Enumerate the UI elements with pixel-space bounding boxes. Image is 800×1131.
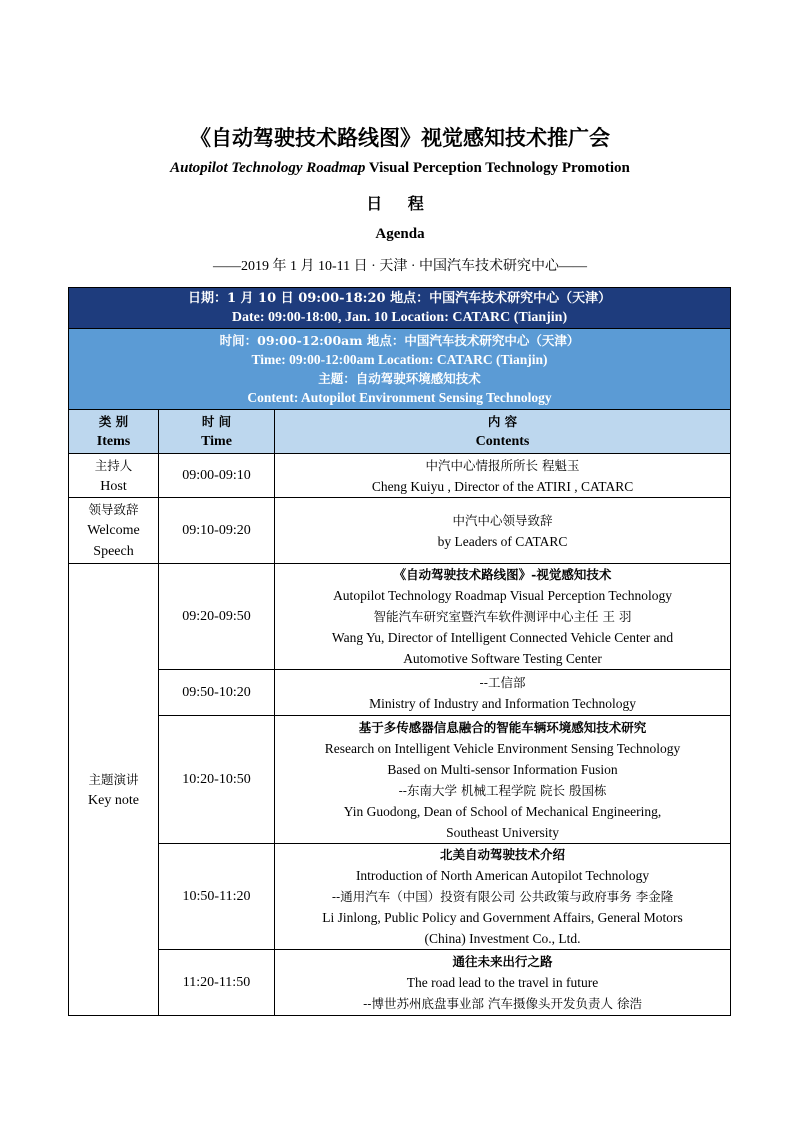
table-row-keynote-4 (69, 844, 731, 950)
content-line: Ministry of Industry and Information Technology (369, 695, 636, 711)
content-line: 《自动驾驶技术路线图》-视觉感知技术 (393, 567, 612, 582)
category-keynote-english: Key note (88, 792, 139, 808)
column-contents-chinese: 内 容 (487, 413, 518, 429)
column-items-chinese: 类 别 (98, 413, 129, 429)
time-keynote-5: 11:20-11:50 (159, 950, 275, 1016)
column-time (159, 410, 275, 454)
contents-keynote-4 (275, 844, 731, 950)
category-welcome (69, 498, 159, 564)
time-keynote-3: 10:20-10:50 (159, 716, 275, 844)
category-keynote-chinese: 主题演讲 (88, 771, 139, 787)
content-line: --通用汽车（中国）投资有限公司 公共政策与政府事务 李金隆 (331, 889, 674, 904)
content-line: Based on Multi-sensor Information Fusion (387, 761, 618, 777)
time-keynote-4: 10:50-11:20 (159, 844, 275, 950)
contents-keynote-2 (275, 670, 731, 716)
category-welcome-english: Welcome (87, 523, 140, 538)
content-line: by Leaders of CATARC (437, 533, 568, 549)
content-line: Introduction of North American Autopilot Technology (355, 868, 650, 883)
time-keynote-1: 09:20-09:50 (159, 564, 275, 670)
table-row-keynote-3 (69, 716, 731, 844)
content-line: Yin Guodong, Dean of School of Mechanical Engineering, (343, 803, 662, 819)
agenda-heading-english: Agenda (375, 226, 425, 242)
event-dateline: ——2019 年 1 月 10-11 日 · 天津 · 中国汽车技术研究中心—— (213, 259, 587, 274)
content-line: --东南大学 机械工程学院 院长 殷国栋 (398, 782, 607, 798)
session-time-chinese: 时间：09:00-12:00am 地点：中国汽车技术研究中心（天津） (219, 333, 580, 348)
content-line: --博世苏州底盘事业部 汽车摄像头开发负责人 徐浩 (363, 996, 642, 1011)
column-time-english: Time (201, 433, 232, 449)
contents-welcome (275, 498, 731, 564)
time-host: 09:00-09:10 (159, 454, 275, 498)
content-line: 北美自动驾驶技术介绍 (440, 847, 566, 862)
contents-host (275, 454, 731, 498)
column-header-row (69, 410, 731, 454)
time-keynote-2: 09:50-10:20 (159, 670, 275, 716)
content-line: Research on Intelligent Vehicle Environment Sensing Technology (324, 740, 681, 756)
category-welcome-english: Speech (93, 544, 134, 559)
content-line: 智能汽车研究室暨汽车软件测评中心主任 王 羽 (373, 609, 632, 624)
session-time-english: Time: 09:00-12:00am Location: CATARC (Tianjin) (251, 352, 548, 367)
content-line: --工信部 (479, 674, 526, 690)
title-english-italic: Autopilot Technology Roadmap (170, 160, 366, 176)
table-row-host (69, 454, 731, 498)
content-line: Cheng Kuiyu , Director of the ATIRI , CATARC (371, 478, 634, 494)
session-theme-chinese: 主题：自动驾驶环境感知技术 (318, 371, 481, 386)
day-header (69, 288, 731, 329)
column-items (69, 410, 159, 454)
table-row-keynote-5 (69, 950, 731, 1016)
content-line: Wang Yu, Director of Intelligent Connected Vehicle Center and (331, 630, 674, 645)
contents-keynote-3 (275, 716, 731, 844)
content-line: Southeast University (446, 824, 559, 840)
column-items-english: Items (96, 433, 131, 449)
content-line: 中汽中心领导致辞 (452, 512, 553, 528)
column-time-chinese: 时 间 (201, 413, 232, 429)
table-row-keynote-2 (69, 670, 731, 716)
day-line-chinese: 日期：1 月 10 日 09:00-18:20 地点：中国汽车技术研究中心（天津） (187, 291, 612, 306)
content-line: 中汽中心情报所所长 程魁玉 (425, 457, 580, 473)
column-contents-english: Contents (475, 433, 530, 449)
content-line: Automotive Software Testing Center (403, 651, 602, 666)
table-row-keynote-1 (69, 564, 731, 670)
time-welcome: 09:10-09:20 (159, 498, 275, 564)
agenda-table (68, 287, 731, 1016)
content-line: 通往未来出行之路 (452, 954, 553, 969)
contents-keynote-5 (275, 950, 731, 1016)
category-host (69, 454, 159, 498)
category-keynote (69, 564, 159, 1016)
table-row-welcome (69, 498, 731, 564)
agenda-heading-chinese: 日 程 (366, 194, 434, 213)
category-host-english: Host (100, 478, 127, 494)
content-line: Autopilot Technology Roadmap Visual Perception Technology (333, 588, 672, 603)
category-host-chinese: 主持人 (94, 457, 133, 473)
title-chinese: 《自动驾驶技术路线图》视觉感知技术推广会 (190, 125, 610, 150)
session-header (69, 329, 731, 410)
content-line: (China) Investment Co., Ltd. (424, 931, 581, 946)
column-contents (275, 410, 731, 454)
title-english-rest: Visual Perception Technology Promotion (368, 160, 630, 176)
title-english (0, 160, 800, 177)
content-line: Li Jinlong, Public Policy and Government Affairs, General Motors (322, 910, 683, 925)
day-line-english: Date: 09:00-18:00, Jan. 10 Location: CATARC (Tianjin) (231, 310, 568, 325)
session-theme-english: Content: Autopilot Environment Sensing Technology (247, 390, 552, 405)
contents-keynote-1 (275, 564, 731, 670)
category-welcome-chinese: 领导致辞 (88, 502, 139, 517)
content-line: 基于多传感器信息融合的智能车辆环境感知技术研究 (358, 719, 647, 735)
content-line: The road lead to the travel in future (406, 975, 599, 990)
